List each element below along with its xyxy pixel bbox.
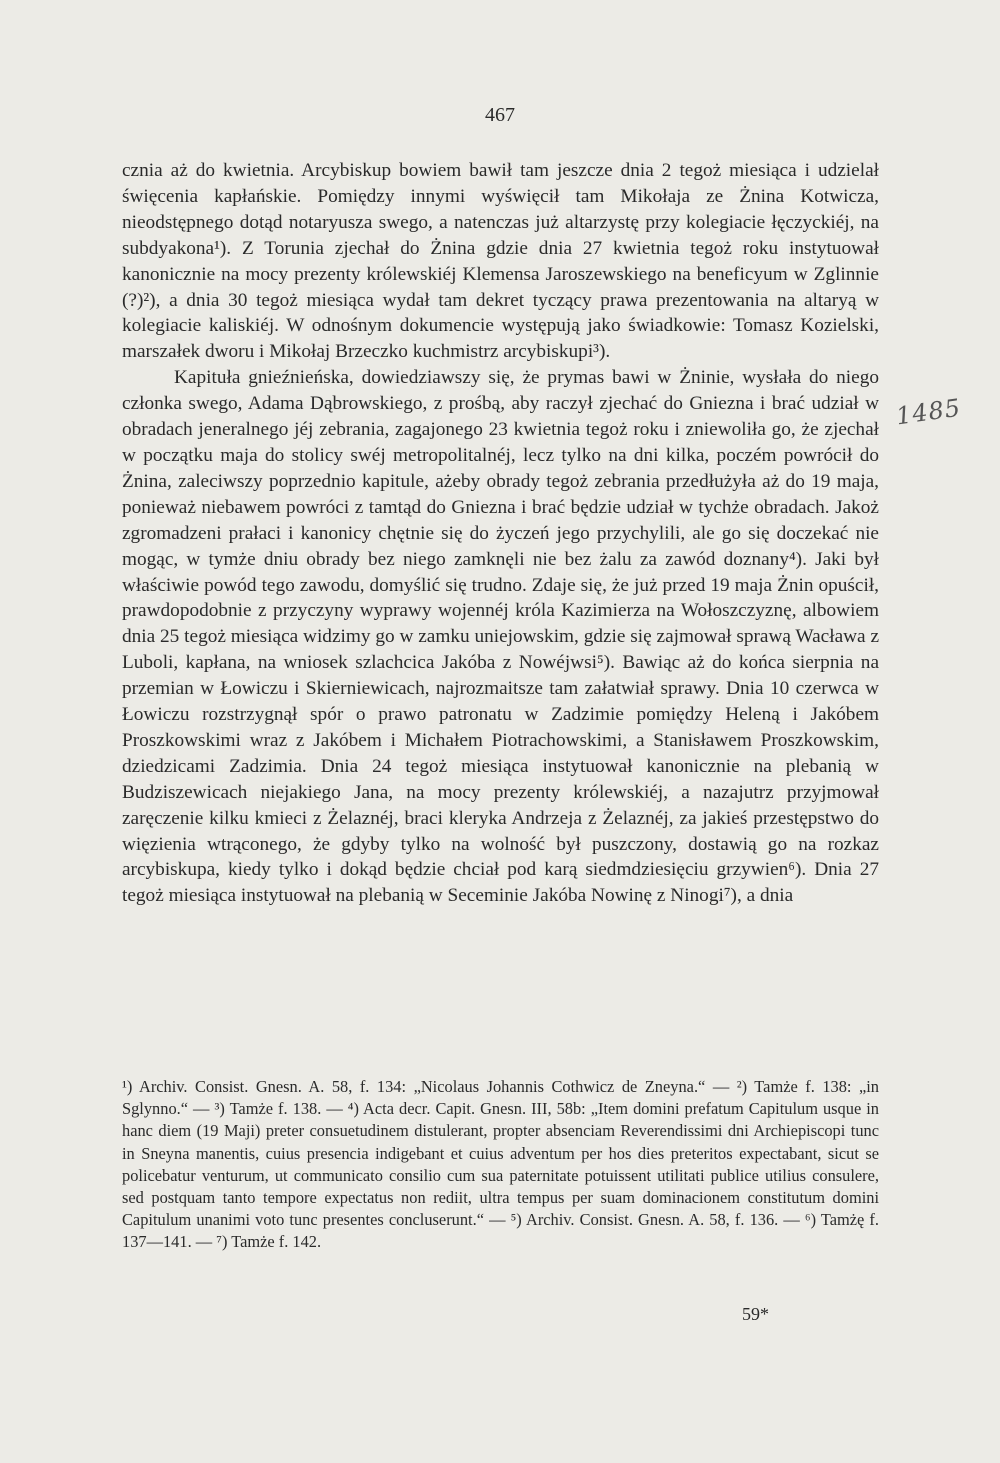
handwritten-margin-note: 1485	[894, 393, 963, 431]
paragraph: Kapituła gnieźnieńska, dowiedziawszy się, że prymas bawi w Żninie, wysłała do niego członka swego, Adama Dąbrowskiego, z prośbą, aby raczył zjechać do Gniezna i brać udział w obradach jeneralnego jéj zebrania, zagajonego 23 kwietnia tegoż roku i zniewoliła go, że zjechał w początku maja do stolicy swéj metropolitalnéj, lecz tylko na dni kilka, poczém powrócił do Żnina, zaleciwszy poprzednio kapitule, ażeby obrady tegoż zebrania przedłużyła aż do 19 maja, ponieważ niebawem powróci z tamtąd do Gniezna i brać będzie udział w tychże obradach. Jakoż zgromadzeni prałaci i kanonicy chętnie się do życzeń jego przychylili, ale go się doczekać nie mogąc, w tymże dniu obrady bez niego zamknęli nie bez żalu za zawód doznany⁴). Jaki był właściwie powód tego zawodu, domyślić się trudno. Zdaje się, że już przed 19 maja Żnin opuścił, prawdopodobnie z przyczyny wyprawy wojennéj króla Kazimierza na Wołoszczyznę, albowiem dnia 25 tegoż miesiąca widzimy go w zamku uniejowskim, gdzie się zajmował sprawą Wacława z Luboli, kapłana, na wniosek szlachcica Jakóba z Nowéjwsi⁵). Bawiąc aż do końca sierpnia na przemian w Łowiczu i Skierniewicach, najrozmaitsze tam załatwiał sprawy. Dnia 10 czerwca w Łowiczu rozstrzygnął spór o prawo patronatu w Zadzimie pomiędzy Heleną i Jakóbem Proszkowskimi wraz z Jakóbem i Michałem Piotrachowskimi, a Stanisławem Proszkowskim, dziedzicami Zadzimia. Dnia 24 tegoż miesiąca instytuował kanonicznie na plebanią w Budziszewicach niejakiego Jana, na mocy prezenty królewskiéj, a nazajutrz przyjmował zaręczenie kilku kmieci z Żelaznéj, braci kleryka Andrzeja z Żelaznéj, za jakieś przestępstwo do więzienia wtrąconego, że gdyby tylko na wolność był puszczony, dostawią go na rozkaz arcybiskupa, kiedy tylko i dokąd będzie chciał pod karą siedmdziesięciu grzywien⁶). Dnia 27 tegoż miesiąca instytuował na plebanią w Seceminie Jakóba Nowinę z Ninogi⁷), a dnia	[122, 367, 879, 907]
footnotes	[122, 1076, 879, 1254]
body-text	[122, 158, 879, 909]
footnote-text: ¹) Archiv. Consist. Gnesn. A. 58, f. 134: „Nicolaus Johannis Cothwicz de Zneyna.“ — ²) Tamże f. 138: „in Sglynno.“ — ³) Tamże f. 138. — ⁴) Acta decr. Capit. Gnesn. III, 58b: „Item domini prefatum Capitulum usque in hanc diem (19 Maji) preter consuetudinem distulerant, propter absenciam Reverendissimi dni Archiepiscopi tunc in Sneyna manentis, cuius presencia indigebant et cuius adventum per hos dies preteritos expectabant, sicut se policebatur venturum, ut communicato consilio cum sua paternitate potuissent utilitati publice utilius consulere, sed postquam tanto tempore expectatus non rediit, ultra tempus per suam dominacionem constitutum domini Capitulum unanimi voto tunc presentes concluserunt.“ — ⁵) Archiv. Consist. Gnesn. A. 58, f. 136. — ⁶) Tamżę f. 137—141. — ⁷) Tamże f. 142.	[122, 1077, 879, 1252]
page-number: 467	[485, 104, 515, 126]
paragraph: cznia aż do kwietnia. Arcybiskup bowiem bawił tam jeszcze dnia 2 tegoż miesiąca i udzielał święcenia kapłańskie. Pomiędzy innymi wyświęcił tam Mikołaja ze Żnina Kotwicza, nieodstępnego dotąd notaryusza swego, a natenczas już altarzystę przy kolegiacie łęczyckiéj, na subdyakona¹). Z Torunia zjechał do Żnina gdzie dnia 27 kwietnia tegoż roku instytuował kanonicznie na mocy prezenty królewskiéj Klemensa Jaroszewskiego na beneficyum w Zglinnie (?)²), a dnia 30 tegoż miesiąca wydał tam dekret tyczący prawa prezentowania na altaryą w kolegiacie kaliskiéj. W odnośnym dokumencie występują jako świadkowie: Tomasz Kozielski, marszałek dworu i Mikołaj Brzeczko kuchmistrz arcybiskupi³).	[122, 160, 879, 363]
signature-mark: 59*	[742, 1304, 769, 1324]
